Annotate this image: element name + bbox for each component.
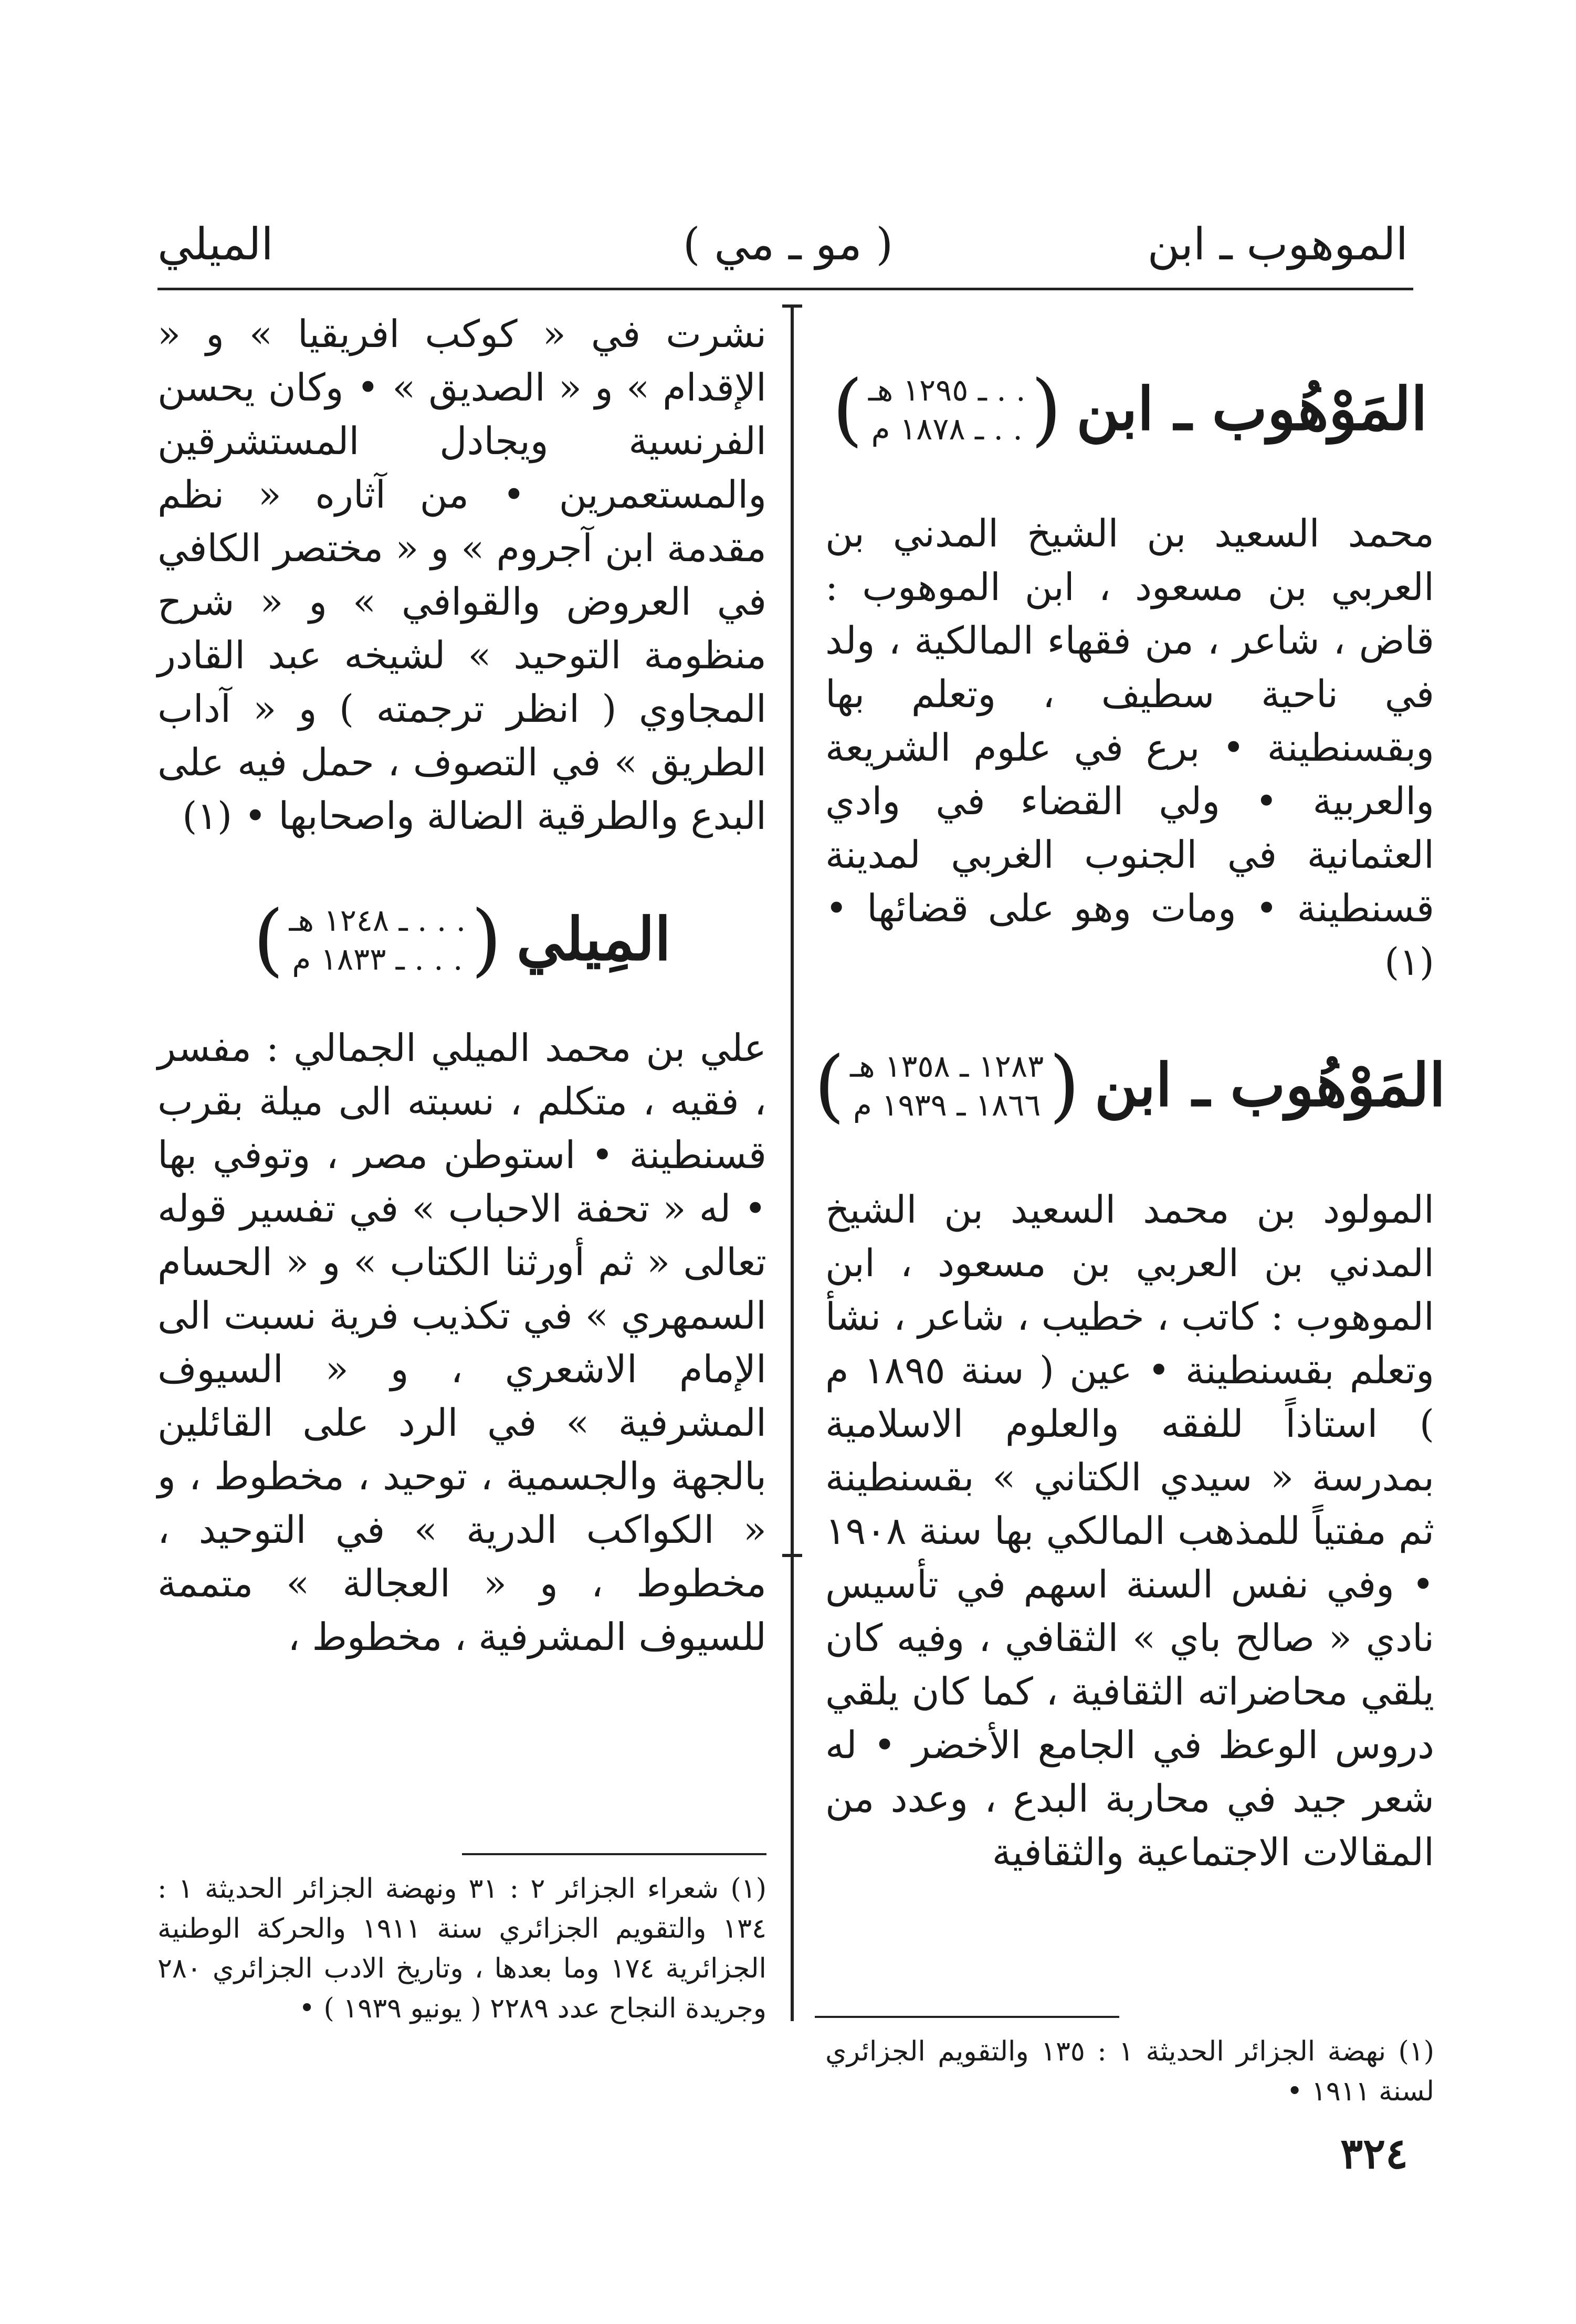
entry-continuation: نشرت في « كوكب افريقيا » و « الإقدام » و « الصديق » • وكان يحسن الفرنسية ويجادل المستشرقين والمستعمرين • من آثاره « نظم مقدمة ابن آجروم » و « مختصر الكافي في العروض والقوافي » و « شرح منظومة التوحيد » لشيخه عبد القادر المجاوي ( انظر ترجمته ) و « آداب الطريق » في التصوف ، حمل فيه على البدع والطرقية الضالة واصحابها • (١) (157, 312, 766, 838)
entry-body: علي بن محمد الميلي الجمالي : مفسر ، فقيه ، متكلم ، نسبته الى ميلة بقرب قسنطينة • استوطن مصر ، وتوفي بها • له « تحفة الاحباب » في تفسير قوله تعالى « ثم أورثنا الكتاب » و « الحسام السمهري » في تكذيب فرية نسبت الى الإمام الاشعري ، و « السيوف المشرفية » في الرد على القائلين بالجهة والجسمية ، توحيد ، مخطوط ، و « الكواكب الدرية » في التوحيد ، مخطوط ، و « العجالة » متممة للسيوف المشرفية ، مخطوط ، (157, 1026, 766, 1659)
paren-close: ) (814, 1040, 845, 1131)
paren-open: ( (471, 894, 502, 985)
date-hijri: . . ـ ١٢٩٥ هـ (868, 372, 1026, 408)
page-number: ٣٢٤ (1340, 2129, 1408, 2178)
footnote-rule-right (815, 2016, 1119, 2018)
entry-heading (157, 894, 766, 985)
entry-dates (832, 364, 1062, 455)
footnote-right: (١) نهضة الجزائر الحديثة ١ : ١٣٥ والتقويم الجزائري لسنة ١٩١١ • (825, 2036, 1434, 2107)
date-gregorian: . . ـ ١٨٧٨ م (871, 411, 1023, 447)
entry-heading (814, 1040, 1446, 1131)
entry-title: المَوْهُوب ـ ابن (1076, 375, 1427, 444)
date-hijri: . . . ـ ١٢٤٨ هـ (289, 902, 466, 938)
entry-title: المَوْهُوب ـ ابن (1094, 1051, 1446, 1120)
entry-body: محمد السعيد بن الشيخ المدني بن العربي بن مسعود ، ابن الموهوب : قاض ، شاعر ، من فقهاء المالكية ، ولد في ناحية سطيف ، وتعلم بها وبقسنطينة • برع في علوم الشريعة والعربية • ولي القضاء في وادي العثمانية في الجنوب الغربي لمدينة قسنطينة • ومات وهو على قضائها • (١) (825, 511, 1434, 984)
column-divider-mid-tick (782, 1554, 802, 1557)
date-hijri: ١٢٨٣ ـ ١٣٥٨ هـ (850, 1048, 1044, 1084)
column-divider (791, 304, 794, 2021)
paren-open: ( (1031, 364, 1062, 455)
footnote-rule-left (462, 1853, 766, 1855)
column-divider-top-tick (782, 304, 802, 308)
paren-close: ) (253, 894, 284, 985)
date-gregorian: . . . ـ ١٨٣٣ م (292, 941, 463, 977)
entry-title: المِيلي (516, 905, 671, 974)
date-stack (868, 371, 1026, 448)
left-column (157, 307, 766, 1664)
running-head-right: الموهوب ـ ابن (1147, 218, 1408, 270)
date-stack (289, 901, 466, 979)
date-stack (850, 1047, 1044, 1124)
footnote-left: (١) شعراء الجزائر ٢ : ٣١ ونهضة الجزائر الحديثة ١ : ١٣٤ والتقويم الجزائري سنة ١٩١١ والحركة الوطنية الجزائرية ١٧٤ وما بعدها ، وتاريخ الادب الجزائري ٢٨٠ وجريدة النجاح عدد ٢٢٨٩ ( يونيو ١٩٣٩ ) • (157, 1873, 766, 2024)
running-head-center: ( مو ـ مي ) (682, 218, 894, 270)
entry-dates (814, 1040, 1080, 1131)
paren-close: ) (832, 364, 863, 455)
header-rule (157, 288, 1413, 290)
running-head-left: الميلي (157, 218, 274, 270)
paren-open: ( (1049, 1040, 1080, 1131)
right-column (814, 307, 1446, 1879)
entry-heading (825, 364, 1434, 455)
entry-body: المولود بن محمد السعيد بن الشيخ المدني بن العربي بن مسعود ، ابن الموهوب : كاتب ، خطيب ، شاعر ، نشأ وتعلم بقسنطينة • عين ( سنة ١٨٩٥ م ) استاذاً للفقه والعلوم الاسلامية بمدرسة « سيدي الكتاني » بقسنطينة ثم مفتياً للمذهب المالكي بها سنة ١٩٠٨ • وفي نفس السنة اسهم في تأسيس نادي « صالح باي » الثقافي ، وفيه كان يلقي محاضراته الثقافية ، كما كان يلقي دروس الوعظ في الجامع الأخضر • له شعر جيد في محاربة البدع ، وعدد من المقالات الاجتماعية والثقافية (825, 1187, 1434, 1874)
entry-dates (253, 894, 502, 985)
date-gregorian: ١٨٦٦ ـ ١٩٣٩ م (853, 1087, 1041, 1123)
